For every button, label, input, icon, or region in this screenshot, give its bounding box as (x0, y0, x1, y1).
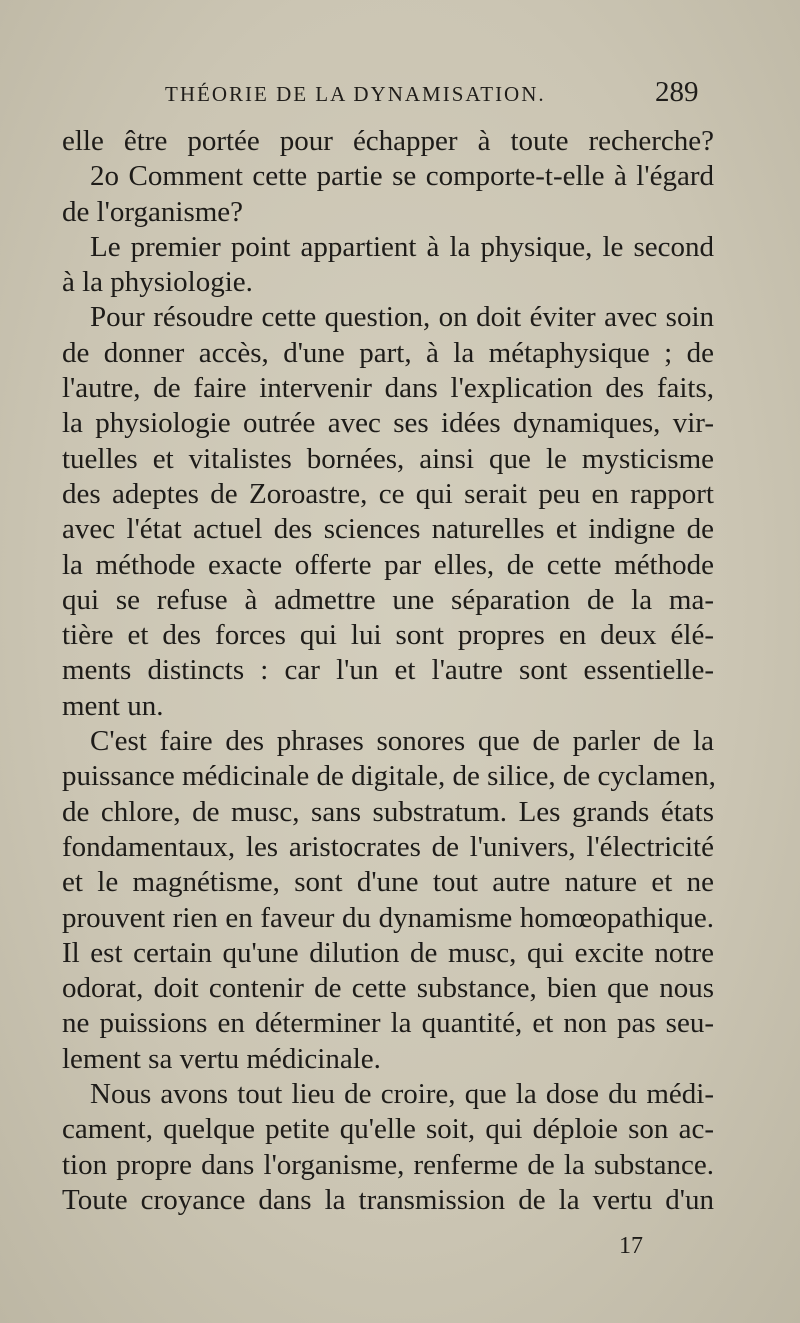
text-line: tuelles et vitalistes bornées, ainsi que le mysticisme (62, 442, 714, 475)
body-text (62, 124, 714, 1218)
text-line: puissance médicinale de digitale, de silice, de cyclamen, (62, 760, 716, 793)
page-header (0, 74, 800, 122)
text-line: tion propre dans l'organisme, renferme de la substance. (62, 1148, 714, 1181)
text-line: elle être portée pour échapper à toute recherche? (62, 125, 714, 157)
text-line: C'est faire des phrases sonores que de parler de la (90, 725, 714, 758)
text-line: Toute croyance dans la transmission de la vertu d'un (62, 1183, 714, 1216)
text-line: lement sa vertu médicinale. (62, 1042, 381, 1075)
text-line: ments distincts : car l'un et l'autre sont essentielle- (62, 654, 714, 687)
running-title: THÉORIE DE LA DYNAMISATION. (165, 82, 546, 106)
text-line: Nous avons tout lieu de croire, que la dose du médi- (90, 1078, 714, 1111)
text-line: fondamentaux, les aristocrates de l'univers, l'électricité (62, 830, 714, 863)
text-line: de donner accès, d'une part, à la métaphysique ; de (62, 336, 714, 369)
text-line: Il est certain qu'une dilution de musc, qui excite notre (62, 936, 714, 969)
text-line: 2o Comment cette partie se comporte-t-elle à l'égard (90, 160, 714, 193)
signature-mark: 17 (619, 1233, 643, 1259)
text-line: Le premier point appartient à la physique, le second (90, 230, 714, 263)
text-line: tière et des forces qui lui sont propres en deux élé- (62, 619, 714, 652)
text-line: Pour résoudre cette question, on doit éviter avec soin (90, 301, 714, 334)
text-line: qui se refuse à admettre une séparation de la ma- (62, 583, 714, 616)
text-line: de chlore, de musc, sans substratum. Les grands états (62, 795, 714, 828)
text-line: cament, quelque petite qu'elle soit, qui déploie son ac- (62, 1113, 714, 1146)
text-line: à la physiologie. (62, 266, 253, 299)
text-line: la méthode exacte offerte par elles, de cette méthode (62, 548, 714, 581)
text-line: la physiologie outrée avec ses idées dynamiques, vir- (62, 407, 714, 440)
text-line: avec l'état actuel des sciences naturelles et indigne de (62, 513, 714, 546)
text-line: des adeptes de Zoroastre, ce qui serait peu en rapport (62, 477, 714, 510)
text-line: de l'organisme? (62, 195, 244, 228)
text-line: prouvent rien en faveur du dynamisme homœopathique. (62, 901, 714, 934)
text-line: l'autre, de faire intervenir dans l'explication des faits, (62, 372, 714, 405)
page-number: 289 (655, 76, 699, 108)
text-line: ne puissions en déterminer la quantité, et non pas seu- (62, 1007, 714, 1040)
text-line: ment un. (62, 689, 164, 722)
text-line: odorat, doit contenir de cette substance, bien que nous (62, 972, 714, 1005)
text-line: et le magnétisme, sont d'une tout autre nature et ne (62, 866, 714, 899)
